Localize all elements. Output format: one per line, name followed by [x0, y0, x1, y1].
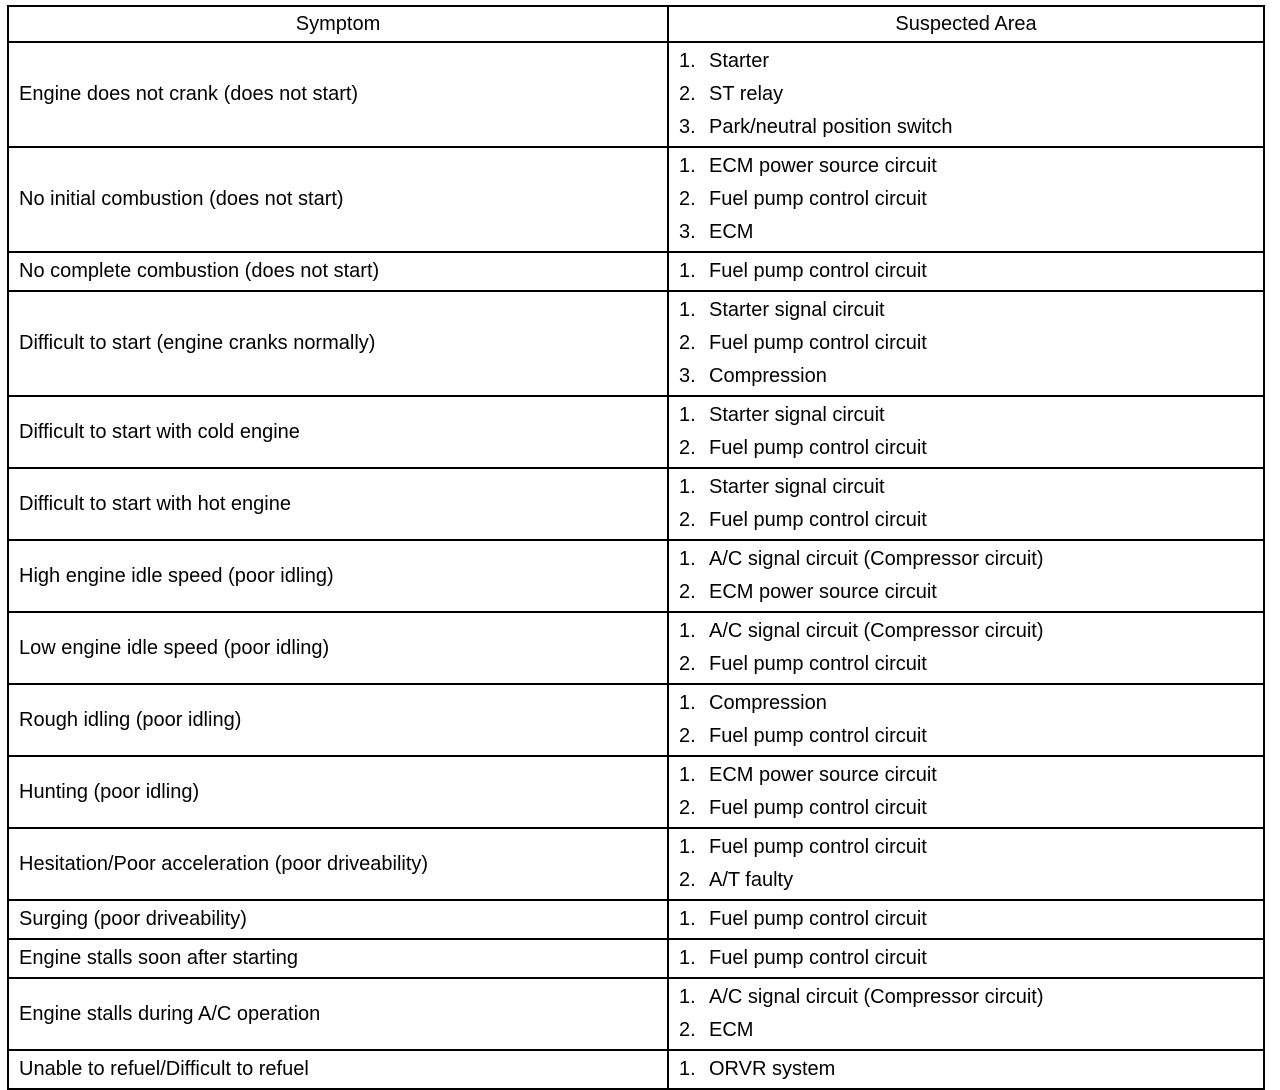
item-text: A/C signal circuit (Compressor circuit): [709, 620, 1044, 642]
suspected-area-item: [679, 150, 1263, 183]
table-row: [8, 396, 1264, 468]
item-number: 1.: [679, 908, 696, 930]
item-text: Fuel pump control circuit: [709, 188, 927, 210]
item-text: Compression: [709, 692, 827, 714]
suspected-area-item: [679, 471, 1263, 504]
suspected-area-cell: [668, 468, 1264, 540]
suspected-area-item: [679, 981, 1263, 1014]
suspected-area-item: [679, 864, 1263, 897]
suspected-area-item: [679, 432, 1263, 465]
item-text: Compression: [709, 365, 827, 387]
item-text: Fuel pump control circuit: [709, 797, 927, 819]
suspected-area-cell: [668, 756, 1264, 828]
item-text: ST relay: [709, 83, 784, 105]
item-text: Starter signal circuit: [709, 476, 885, 498]
item-number: 1.: [679, 260, 696, 282]
symptom-cell: Difficult to start (engine cranks normally): [8, 291, 668, 396]
item-number: 1.: [679, 764, 696, 786]
table-row: [8, 684, 1264, 756]
table-row: [8, 612, 1264, 684]
item-text: ECM: [709, 1019, 754, 1041]
item-number: 1.: [679, 692, 696, 714]
suspected-area-item: [679, 45, 1263, 78]
suspected-area-item: [679, 792, 1263, 825]
suspected-area-cell: [668, 252, 1264, 291]
header-symptom: Symptom: [8, 6, 668, 42]
table-row: [8, 147, 1264, 252]
item-text: Fuel pump control circuit: [709, 947, 927, 969]
suspected-area-item: [679, 111, 1263, 144]
suspected-area-item: [679, 942, 1263, 975]
item-text: Fuel pump control circuit: [709, 725, 927, 747]
item-number: 2.: [679, 797, 696, 819]
symptom-cell: No initial combustion (does not start): [8, 147, 668, 252]
item-text: Fuel pump control circuit: [709, 332, 927, 354]
suspected-area-item: [679, 720, 1263, 753]
item-number: 1.: [679, 299, 696, 321]
suspected-area-item: [679, 576, 1263, 609]
item-text: Fuel pump control circuit: [709, 260, 927, 282]
symptom-cell: No complete combustion (does not start): [8, 252, 668, 291]
item-number: 3.: [679, 365, 696, 387]
item-number: 1.: [679, 50, 696, 72]
suspected-area-item: [679, 687, 1263, 720]
item-number: 1.: [679, 404, 696, 426]
table-row: [8, 939, 1264, 978]
suspected-area-item: [679, 399, 1263, 432]
table-row: [8, 291, 1264, 396]
symptom-cell: Engine stalls during A/C operation: [8, 978, 668, 1050]
item-text: A/T faulty: [709, 869, 794, 891]
item-text: Fuel pump control circuit: [709, 836, 927, 858]
suspected-area-cell: [668, 900, 1264, 939]
suspected-area-cell: [668, 147, 1264, 252]
item-number: 2.: [679, 83, 696, 105]
suspected-area-cell: [668, 978, 1264, 1050]
item-number: 1.: [679, 947, 696, 969]
item-number: 2.: [679, 1019, 696, 1041]
item-number: 1.: [679, 836, 696, 858]
symptom-table: [7, 5, 1265, 1090]
suspected-area-cell: [668, 684, 1264, 756]
suspected-area-cell: [668, 42, 1264, 147]
table-row: [8, 540, 1264, 612]
item-number: 1.: [679, 620, 696, 642]
table-row: [8, 978, 1264, 1050]
suspected-area-item: [679, 831, 1263, 864]
suspected-area-item: [679, 759, 1263, 792]
item-text: Fuel pump control circuit: [709, 908, 927, 930]
item-text: Starter signal circuit: [709, 299, 885, 321]
item-text: Fuel pump control circuit: [709, 509, 927, 531]
symptom-cell: Rough idling (poor idling): [8, 684, 668, 756]
symptom-cell: Difficult to start with cold engine: [8, 396, 668, 468]
item-number: 2.: [679, 653, 696, 675]
suspected-area-item: [679, 1014, 1263, 1047]
suspected-area-cell: [668, 540, 1264, 612]
suspected-area-item: [679, 78, 1263, 111]
symptom-cell: Unable to refuel/Difficult to refuel: [8, 1050, 668, 1089]
suspected-area-item: [679, 903, 1263, 936]
table-row: [8, 756, 1264, 828]
suspected-area-item: [679, 255, 1263, 288]
item-number: 1.: [679, 548, 696, 570]
item-number: 2.: [679, 869, 696, 891]
symptom-cell: Surging (poor driveability): [8, 900, 668, 939]
item-text: Fuel pump control circuit: [709, 653, 927, 675]
suspected-area-item: [679, 1053, 1263, 1086]
item-number: 1.: [679, 155, 696, 177]
symptom-cell: Hunting (poor idling): [8, 756, 668, 828]
suspected-area-item: [679, 615, 1263, 648]
item-number: 2.: [679, 188, 696, 210]
suspected-area-cell: [668, 939, 1264, 978]
symptom-cell: Engine stalls soon after starting: [8, 939, 668, 978]
suspected-area-item: [679, 216, 1263, 249]
suspected-area-item: [679, 327, 1263, 360]
table-row: [8, 252, 1264, 291]
suspected-area-cell: [668, 291, 1264, 396]
item-text: Starter signal circuit: [709, 404, 885, 426]
symptom-cell: Engine does not crank (does not start): [8, 42, 668, 147]
item-text: ECM power source circuit: [709, 155, 937, 177]
item-number: 2.: [679, 437, 696, 459]
symptom-cell: High engine idle speed (poor idling): [8, 540, 668, 612]
item-text: ECM power source circuit: [709, 581, 937, 603]
suspected-area-cell: [668, 1050, 1264, 1089]
item-number: 3.: [679, 221, 696, 243]
item-text: Fuel pump control circuit: [709, 437, 927, 459]
symptom-cell: Hesitation/Poor acceleration (poor driveability): [8, 828, 668, 900]
item-number: 3.: [679, 116, 696, 138]
symptom-cell: Low engine idle speed (poor idling): [8, 612, 668, 684]
suspected-area-item: [679, 543, 1263, 576]
item-number: 2.: [679, 725, 696, 747]
suspected-area-item: [679, 648, 1263, 681]
suspected-area-item: [679, 294, 1263, 327]
item-text: Park/neutral position switch: [709, 116, 953, 138]
table-row: [8, 1050, 1264, 1089]
item-number: 2.: [679, 332, 696, 354]
symptom-cell: Difficult to start with hot engine: [8, 468, 668, 540]
item-text: ECM: [709, 221, 754, 243]
item-number: 1.: [679, 476, 696, 498]
table-row: [8, 900, 1264, 939]
suspected-area-item: [679, 183, 1263, 216]
item-number: 2.: [679, 509, 696, 531]
table-row: [8, 828, 1264, 900]
item-number: 1.: [679, 986, 696, 1008]
item-text: ORVR system: [709, 1058, 836, 1080]
suspected-area-item: [679, 504, 1263, 537]
item-text: Starter: [709, 50, 770, 72]
suspected-area-cell: [668, 612, 1264, 684]
item-number: 2.: [679, 581, 696, 603]
header-row: [8, 6, 1264, 42]
item-text: A/C signal circuit (Compressor circuit): [709, 986, 1044, 1008]
suspected-area-item: [679, 360, 1263, 393]
header-suspected-area: Suspected Area: [668, 6, 1264, 42]
suspected-area-cell: [668, 828, 1264, 900]
item-number: 1.: [679, 1058, 696, 1080]
table-body: [8, 42, 1264, 1089]
item-text: A/C signal circuit (Compressor circuit): [709, 548, 1044, 570]
item-text: ECM power source circuit: [709, 764, 937, 786]
suspected-area-cell: [668, 396, 1264, 468]
table-row: [8, 468, 1264, 540]
table-row: [8, 42, 1264, 147]
